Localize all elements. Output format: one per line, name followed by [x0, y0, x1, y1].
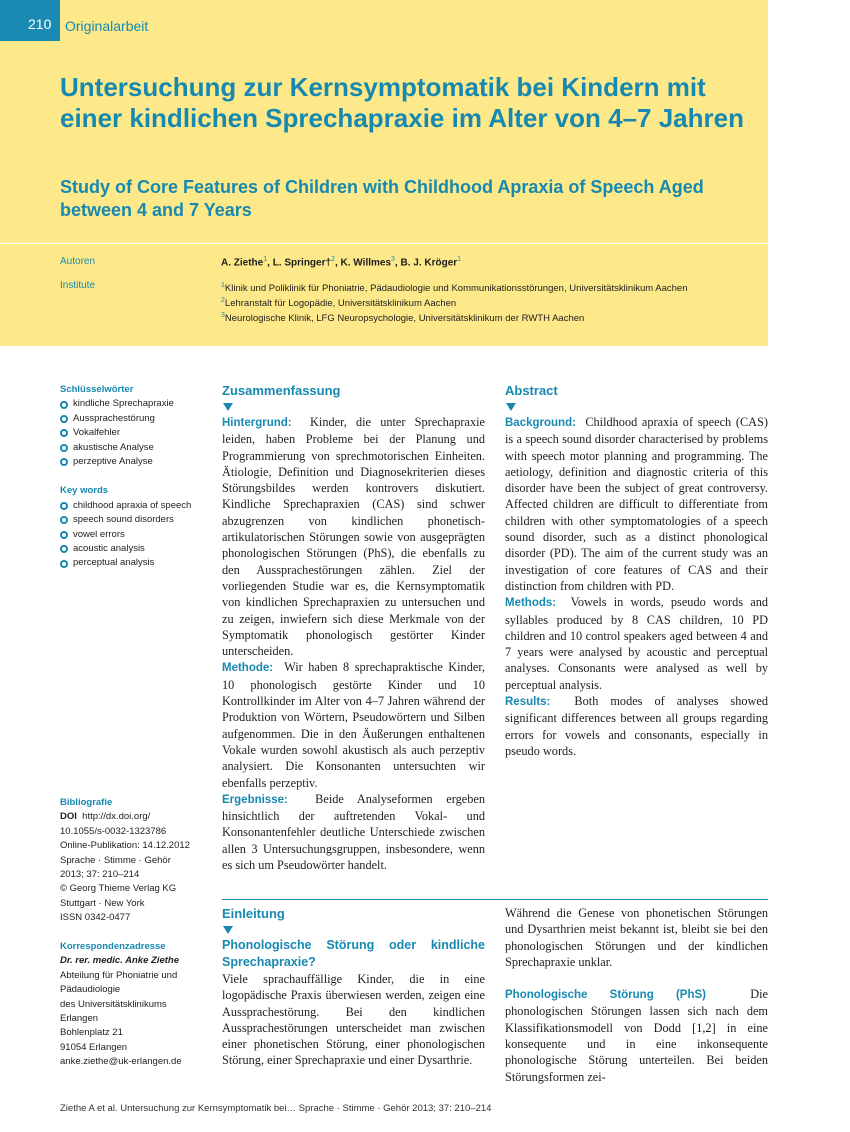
- keyword-item: [60, 528, 210, 542]
- header-divider: [0, 243, 768, 244]
- institute-text: Klinik und Poliklinik für Phoniatrie, Pädaudiologie und Kommunikationsstörungen, Universitätsklinikum Aachen: [224, 283, 688, 295]
- section-label: Hintergrund:: [222, 417, 292, 429]
- corr-heading: Korrespondenzadresse: [60, 941, 166, 952]
- section-text: Beide Analyseformen ergeben hinsichtlich der auftretenden Vokal- und Konsonantenfehler deutliche Unterschiede zwischen allen 3 Untersuchungsgruppen, insbesondere, wenn es sich um Pseudowörter handelt.: [222, 791, 485, 873]
- author-affiliation: 3: [391, 256, 395, 263]
- doi-label: DOI: [60, 811, 77, 823]
- corr-line[interactable]: anke.ziethe@uk-erlangen.de: [60, 1056, 182, 1068]
- abstract-section: [222, 414, 485, 659]
- keyword-text: akustische Analyse: [73, 441, 154, 453]
- bullet-icon: [60, 516, 68, 524]
- page-footer: Ziethe A et al. Untersuchung zur Kernsymptomatik bei… Sprache · Stimme · Gehör 2013; 37: 210–214: [60, 1103, 492, 1114]
- keyword-item: [60, 426, 210, 440]
- biblio-lines: [60, 825, 210, 926]
- biblio-line: 2013; 37: 210–214: [60, 869, 140, 881]
- corr-line: Bohlenplatz 21: [60, 1027, 123, 1039]
- keyword-item: [60, 441, 210, 455]
- biblio-heading: Bibliografie: [60, 797, 113, 808]
- institute-number: 2: [221, 297, 225, 305]
- institute-item: [221, 310, 688, 325]
- intro-p3-label: Phonologische Störung (PhS): [505, 989, 706, 1002]
- keyword-item: [60, 455, 210, 469]
- corr-name: Dr. rer. medic. Anke Ziethe: [60, 955, 179, 967]
- section-text: Kinder, die unter Sprechapraxie leiden, haben Probleme bei der Planung und Programmierung von sprechmotorischen Einheiten. Ätiologie, Definition und Diagnosekriterien dieses Störungsbildes werden kontrovers diskutiert. Kindliche Sprechapraxien (CAS) sind schwer abzugrenzen von kindlichen phonetisch-artikulatorischen Störungen sowie von ausgeprägten phonologischen Störungen (PhS), die ebenfalls zu den Aussprachestörungen zählen. Ziel der vorliegenden Studie war es, die Kernsymptomatik von kindlichen Sprechapraxien zu untersuchen und zu zeigen, inwiefern sich diese Merkmale von der Symptomatik phonologisch gestörter Kinder unterscheiden.: [222, 415, 485, 659]
- abstract-english: [505, 382, 768, 759]
- institute-item: [221, 295, 688, 310]
- section-text: Childhood apraxia of speech (CAS) is a speech sound disorder characterised by problems with speech motor planning and programming. The aetiology, definition and diagnostic criteria of this disorder have been the subject of great controversy. Affected children are difficult to differentiate from children with other symptomatologies of a speech sound disorder, such as a distinct phonological disorder (PD). The aim of the current study was an investigation of core features of CAS and their distinction from children with PD.: [505, 415, 768, 593]
- corr-line: Pädaudiologie: [60, 984, 121, 996]
- biblio-line: Online-Publikation: 14.12.2012: [60, 840, 190, 852]
- correspondence-block: [60, 940, 210, 1070]
- keywords-en-heading: Key words: [60, 485, 109, 497]
- abstract-section: [505, 414, 768, 594]
- keyword-item: [60, 412, 210, 426]
- bibliography-block: [60, 796, 210, 926]
- corr-line: des Universitätsklinikums: [60, 998, 167, 1010]
- authors-label: Autoren: [60, 256, 96, 267]
- keyword-item: [60, 499, 210, 513]
- bullet-icon: [60, 429, 68, 437]
- biblio-line: © Georg Thieme Verlag KG: [60, 883, 177, 895]
- keyword-text: Aussprachestörung: [73, 412, 155, 424]
- title-english: Study of Core Features of Children with Childhood Apraxia of Speech Aged between 4 and 7 Years: [60, 177, 704, 220]
- abstract-de-body: [222, 414, 485, 873]
- keyword-text: vowel errors: [73, 528, 125, 540]
- author-name: L. Springer†: [272, 257, 332, 269]
- keywords-de-list: [60, 397, 210, 469]
- triangle-icon: [506, 403, 516, 411]
- intro-subheading: Phonologische Störung oder kindliche Sprechapraxie?: [222, 938, 485, 969]
- page-number: 210: [0, 0, 60, 41]
- section-label: Background:: [505, 417, 576, 429]
- abstract-section: [505, 594, 768, 693]
- biblio-line: 10.1055/s-0032-1323786: [60, 825, 167, 837]
- title-german: Untersuchung zur Kernsymptomatik bei Kindern mit einer kindlichen Sprechapraxie im Alter von 4–7 Jahren: [60, 72, 744, 133]
- doi-link[interactable]: http://dx.doi.org/: [82, 811, 151, 823]
- corr-line: Abteilung für Phoniatrie und: [60, 969, 178, 981]
- author-list: A. Ziethe$^1$, L. Springer†$^2$, K. Willmes$^3$, B. J. Kröger$^1$: [221, 256, 462, 269]
- corr-line: 91054 Erlangen: [60, 1041, 128, 1053]
- doi-line: [60, 810, 210, 824]
- corr-line: Erlangen: [60, 1013, 99, 1025]
- bullet-icon: [60, 560, 68, 568]
- author-affiliation: 1: [457, 256, 462, 263]
- author-name: A. Ziethe: [221, 257, 264, 269]
- institute-number: 1: [221, 282, 225, 289]
- institute-number: 3: [221, 312, 225, 320]
- keyword-text: perzeptive Analyse: [73, 456, 153, 468]
- intro-left-column: [222, 905, 485, 1069]
- biblio-line: ISSN 0342-0477: [60, 912, 131, 924]
- intro-paragraph-1: Viele sprachauffällige Kinder, die in eine logopädische Praxis überwiesen werden, zeigen eine Aussprachestörung. Bei den kindlichen Aussprachestörungen unterscheidet man zwischen einer phonetischen Störung, einer phonologischen Störung, einer Sprechapraxie und einer Dysarthrie.: [222, 972, 485, 1068]
- institute-list: [221, 280, 688, 325]
- intro-paragraph-2: Während die Genese von phonetischen Störungen und Dysarthrien meist bekannt ist, bleibt sie bei den phonologischen Störungen und der kindlichen Sprechapraxie unklar.: [505, 906, 768, 969]
- bullet-icon: [60, 444, 68, 452]
- keywords-sidebar: [60, 383, 210, 571]
- author-affiliation: 2: [331, 256, 335, 263]
- keyword-item: [60, 542, 210, 556]
- abstract-german: [222, 382, 485, 873]
- biblio-line: Sprache · Stimme · Gehör: [60, 854, 171, 866]
- keyword-item: [60, 513, 210, 527]
- corr-address: [60, 969, 210, 1070]
- author-name: B. J. Kröger: [400, 257, 458, 269]
- intro-right-column: [505, 905, 768, 1085]
- section-text: Vowels in words, pseudo words and syllables produced by 8 CAS children, 10 PD children and 10 control speakers aged between 4 and 7 years were analysed by acoustic and perceptual analyses. Consonants were analysed as well by perceptual analysis.: [505, 595, 769, 692]
- bullet-icon: [60, 415, 68, 423]
- abstract-section: [222, 659, 485, 790]
- section-text: Both modes of analyses showed significant differences between all groups regarding errors for vowels and consonants, especially in pseudo words.: [505, 694, 768, 758]
- keywords-en-list: [60, 499, 210, 571]
- abstract-de-heading: Zusammenfassung: [222, 383, 341, 398]
- triangle-icon: [223, 403, 233, 411]
- abstract-section: [505, 693, 768, 759]
- abstract-en-body: [505, 414, 768, 759]
- keyword-item: [60, 556, 210, 570]
- keyword-item: [60, 397, 210, 411]
- institutes-label: Institute: [60, 280, 96, 291]
- keyword-text: acoustic analysis: [73, 543, 145, 555]
- bullet-icon: [60, 545, 68, 553]
- author-affiliation: 1: [263, 256, 268, 263]
- triangle-icon: [223, 926, 233, 934]
- author-name: K. Willmes: [340, 257, 392, 269]
- abstract-en-heading: Abstract: [505, 383, 558, 398]
- abstract-section: [222, 791, 485, 873]
- section-label: Methods:: [505, 597, 557, 610]
- intro-heading: Einleitung: [222, 906, 285, 921]
- bullet-icon: [60, 502, 68, 510]
- section-label: Results:: [505, 696, 551, 709]
- intro-p3-text: Die phonologischen Störungen lassen sich nach dem Klassifikationsmodell von Dodd [1,2] in eine konsequente und in eine inkonsequente phonologische Störung unterteilen. Bei beiden Störungsformen zei-: [505, 987, 768, 1084]
- section-text: Wir haben 8 sprechapraktische Kinder, 10 phonologisch gestörte Kinder und 10 Kontrollkinder im Alter von 4–7 Jahren während der Produktion von Wörtern, Pseudowörtern und Silben aufgenommen. Die in den Äußerungen enthaltenen Vokale wurden sowohl akustisch als auch perzeptiv analysiert. Die Konsonanten untersuchten wir ebenfalls perzeptiv.: [222, 660, 485, 790]
- section-rule: [222, 899, 768, 900]
- intro-paragraph-3: [505, 986, 768, 1085]
- keywords-de-heading: Schlüsselwörter: [60, 384, 134, 395]
- bullet-icon: [60, 531, 68, 539]
- section-label: Methode:: [222, 662, 274, 675]
- institute-text: Lehranstalt für Logopädie, Universitätsklinikum Aachen: [224, 298, 457, 310]
- keyword-text: perceptual analysis: [73, 557, 155, 569]
- biblio-line: Stuttgart · New York: [60, 897, 145, 909]
- keyword-text: kindliche Sprechapraxie: [73, 398, 174, 410]
- section-label: Ergebnisse:: [222, 793, 288, 806]
- institute-item: [221, 280, 688, 295]
- bullet-icon: [60, 458, 68, 466]
- keyword-text: speech sound disorders: [73, 514, 174, 526]
- keyword-text: childhood apraxia of speech: [73, 499, 192, 511]
- keyword-text: Vokalfehler: [73, 427, 121, 439]
- article-type: Originalarbeit: [65, 18, 149, 34]
- institute-text: Neurologische Klinik, LFG Neuropsychologie, Universitätsklinikum der RWTH Aachen: [224, 313, 585, 325]
- bullet-icon: [60, 401, 68, 409]
